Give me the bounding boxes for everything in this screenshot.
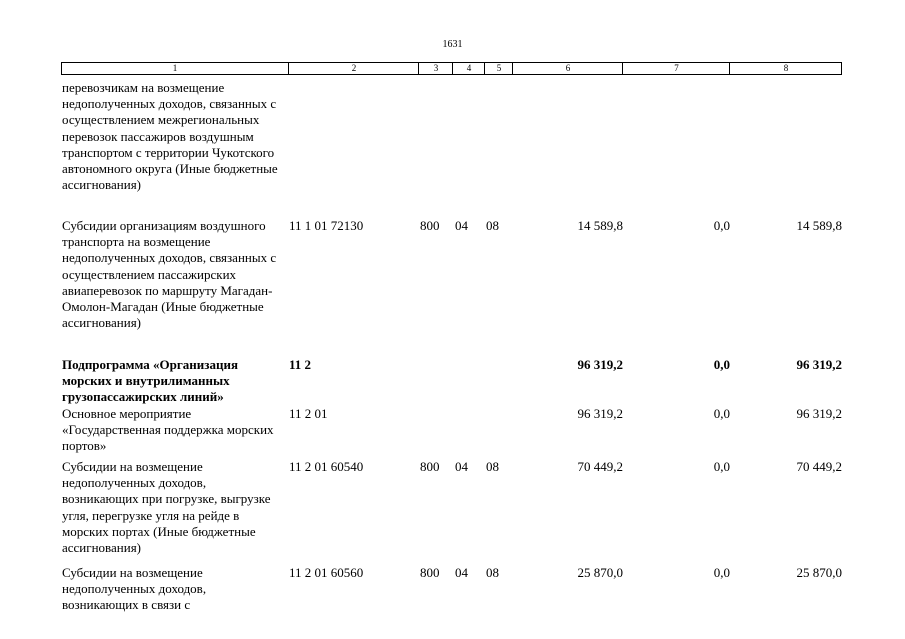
row-value-7: 0,0 [713,218,730,233]
row-description: Основное мероприятие «Государственная поддержка морских портов» [62,406,274,454]
header-col-1: 1 [172,63,178,73]
table-header [61,62,842,75]
header-col-4: 4 [452,63,485,74]
row-col4: 04 [455,218,468,233]
row-col4: 04 [455,565,468,580]
row-code: 11 2 01 [289,406,328,421]
row-value-6: 96 319,2 [577,357,623,372]
row-description: перевозчикам на возмещение недополученных доходов, связанных с осуществлением межрегиональных перевозок пассажиров воздушным транспортом с территории Чукотского автономного округа (Иные бюджетные ассигнования) [62,80,278,193]
row-col3: 800 [420,565,440,580]
page-number: 1631 [442,39,463,50]
row-description: Субсидии организациям воздушного транспорта на возмещение недополученных доходов, связанных с осуществлением пассажирских авиаперевозок по маршруту Магадан-Омолон-Магадан (Иные бюджетные ассигнования) [62,218,277,331]
row-code: 11 1 01 72130 [289,218,364,233]
row-value-8: 70 449,2 [796,459,842,474]
row-code: 11 2 01 60560 [289,565,364,580]
row-col4: 04 [455,459,468,474]
row-col5: 08 [486,565,499,580]
row-value-8: 14 589,8 [796,218,842,233]
row-col3: 800 [420,218,440,233]
header-col-5: 5 [484,63,513,74]
row-description: Субсидии на возмещение недополученных доходов, возникающих при погрузке, выгрузке угля, перегрузке угля на рейде в морских портах (Иные бюджетные ассигнования) [62,459,271,556]
row-value-8: 25 870,0 [796,565,842,580]
row-value-7: 0,0 [713,565,730,580]
row-value-8: 96 319,2 [796,406,842,421]
row-value-6: 25 870,0 [577,565,623,580]
row-value-8: 96 319,2 [796,357,842,372]
row-col5: 08 [486,459,499,474]
header-col-6: 6 [512,63,623,74]
row-code: 11 2 01 60540 [289,459,364,474]
row-value-7: 0,0 [713,406,730,421]
row-value-7: 0,0 [713,459,730,474]
row-description: Подпрограмма «Организация морских и внутрилиманных грузопассажирских линий» [62,357,239,405]
header-col-3: 3 [418,63,453,74]
row-value-6: 14 589,8 [577,218,623,233]
row-code: 11 2 [289,357,312,372]
row-description: Субсидии на возмещение недополученных доходов, возникающих в связи с [62,565,207,613]
header-col-8: 8 [729,63,842,74]
row-col5: 08 [486,218,499,233]
row-value-6: 96 319,2 [577,406,623,421]
row-value-7: 0,0 [713,357,730,372]
row-col3: 800 [420,459,440,474]
row-value-6: 70 449,2 [577,459,623,474]
header-col-7: 7 [622,63,730,74]
header-col-2: 2 [288,63,419,74]
